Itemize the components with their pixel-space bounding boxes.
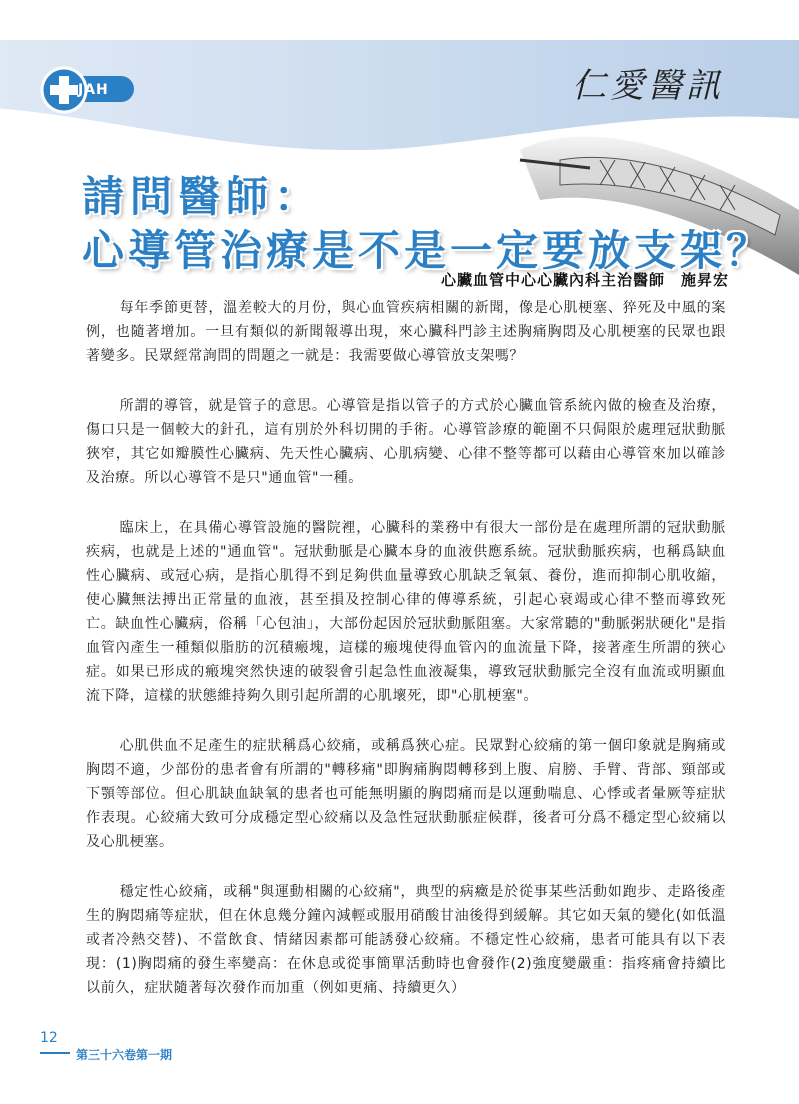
- article-author: 心臟血管中心心臟內科主治醫師 施昇宏: [440, 271, 729, 289]
- paragraph-1: 每年季節更替，溫差較大的月份，與心血管疾病相關的新聞，像是心肌梗塞、猝死及中風的案例，也隨著增加。一旦有類似的新聞報導出現，來心臟科門診主述胸痛胸悶及心肌梗塞的民眾也跟著變多。民眾經常詢問的問題之一就是：我需要做心導管放支架嗎？: [86, 300, 726, 364]
- paragraph-3: 臨床上，在具備心導管設施的醫院裡，心臟科的業務中有很大一部份是在處理所謂的冠狀動脈疾病，也就是上述的"通血管"。冠狀動脈是心臟本身的血液供應系統。冠狀動脈疾病，也稱爲缺血性心臟病、或冠心病，是指心肌得不到足夠供血量導致心肌缺乏氧氣、養份，進而抑制心肌收縮，使心臟無法搏出正常量的血液，甚至損及控制心律的傳導系統，引起心衰竭或心律不整而導致死亡。缺血性心臟病，俗稱「心包油」，大部份起因於冠狀動脈阻塞。大家常聽的"動脈粥狀硬化"是指血管內產生一種類似脂肪的沉積瘢塊，這樣的瘢塊使得血管內的血流量下降，接著產生所謂的狹心症。如果已形成的瘢塊突然快速的破裂會引起急性血液凝集，導致冠狀動脈完全沒有血流或明顯血流下降，這樣的狀態維持夠久則引起所謂的心肌壞死，即"心肌梗塞"。: [86, 520, 726, 704]
- article-title-line2: 心導管治療是不是一定要放支架？: [82, 226, 773, 275]
- paragraph-5: 穩定性心絞痛，或稱"與運動相關的心絞痛"，典型的病癥是於從事某些活動如跑步、走路後產生的胸悶痛等症狀，但在休息幾分鐘內減輕或服用硝酸甘油後得到緩解。其它如天氣的變化(如低溫或者冷熱交替)、不當飲食、情緒因素都可能誘發心絞痛。不穩定性心絞痛，患者可能具有以下表現：(1)胸悶痛的發生率變高：在休息或從事簡單活動時也會發作(2)強度變嚴重：指疼痛會持續比以前久，症狀隨著每次發作而加重（例如更痛、持續更久）: [86, 884, 726, 996]
- paragraph-2: 所謂的導管，就是管子的意思。心導管是指以管子的方式於心臟血管系統內做的檢查及治療，傷口只是一個較大的針孔，這有別於外科切開的手術。心導管診療的範圍不只侷限於處理冠狀動脈狹窄，其它如瓣膜性心臟病、先天性心臟病、心肌病變、心律不整等都可以藉由心導管來加以確診及治療。所以心導管不是只"通血管"一種。: [86, 398, 726, 486]
- publication-brand: 仁愛醫訊: [572, 66, 724, 106]
- article-title-line1: 請問醫師：: [82, 172, 323, 221]
- page-footer: [40, 1030, 340, 1070]
- footer-rule: [40, 1052, 70, 1054]
- article-body: [86, 296, 726, 1026]
- issue-label: 第三十六卷第一期: [76, 1048, 173, 1062]
- logo-text: JAH: [78, 82, 109, 98]
- page-number: 12: [40, 1030, 58, 1046]
- paragraph-4: 心肌供血不足產生的症狀稱爲心絞痛，或稱爲狹心症。民眾對心絞痛的第一個印象就是胸痛或胸悶不適，少部份的患者會有所謂的"轉移痛"即胸痛胸悶轉移到上腹、肩膀、手臂、背部、頸部或下顎等部位。但心肌缺血缺氧的患者也可能無明顯的胸悶痛而是以運動喘息、心悸或者暈厥等症狀作表現。心絞痛大致可分成穩定型心絞痛以及急性冠狀動脈症候群，後者可分爲不穩定型心絞痛以及心肌梗塞。: [86, 738, 726, 850]
